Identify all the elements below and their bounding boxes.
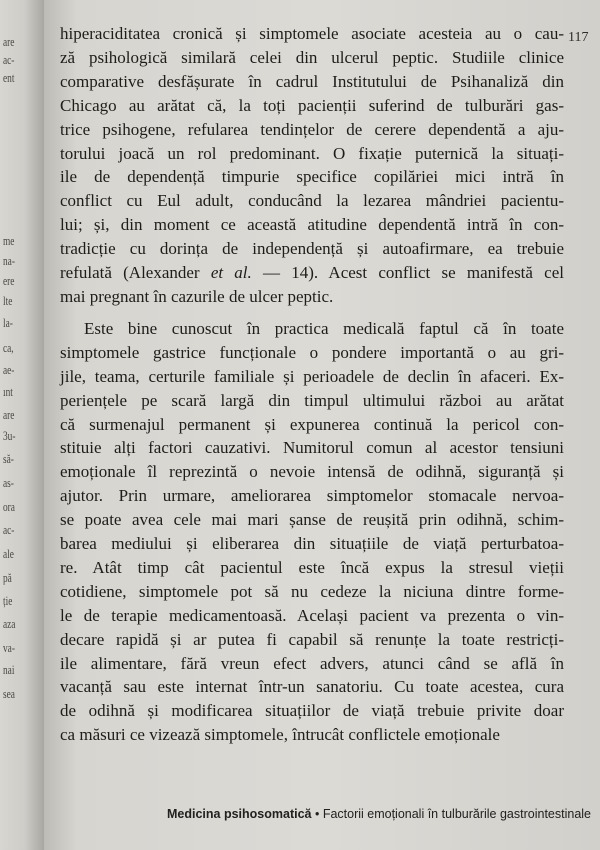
book-page	[44, 0, 600, 850]
facing-page-fragment: ent	[3, 70, 15, 85]
text-line: ajutor. Prin urmare, ameliorarea simptomelor stomacale nervoa-	[60, 486, 564, 506]
facing-page-fragment: ac-	[3, 522, 15, 537]
facing-page-margin	[0, 0, 44, 850]
facing-page-fragment: as-	[3, 475, 14, 490]
facing-page-fragment: lte	[3, 293, 13, 308]
text-line: ile de dependență timpurie specifice copilăriei mici intră în	[60, 167, 564, 187]
facing-page-fragment: 3u-	[3, 428, 16, 443]
facing-page-fragment: ere	[3, 273, 15, 288]
text-line: simptomele gastrice funcționale o pondere importantă o au gri-	[60, 342, 564, 362]
text-line: ile alimentare, fără vreun efect advers, atunci când se află în	[60, 653, 564, 673]
text-line: refulată (Alexander et al. — 14). Acest conflict se manifestă cel	[60, 263, 564, 283]
text-line: că surmenajul permanent și expunerea continuă la pericol con-	[60, 414, 564, 434]
facing-page-fragment: na-	[3, 253, 15, 268]
paragraph-2	[60, 317, 564, 747]
footer-separator: •	[311, 807, 323, 821]
text-line: mai pregnant în cazurile de ulcer peptic.	[60, 286, 334, 306]
footer-chapter-title: Factorii emoționali în tulburările gastrointestinale	[322, 807, 592, 821]
text-line: trice psihogene, refularea tendințelor de cerere dependentă a aju-	[60, 119, 564, 139]
facing-page-fragment: are	[3, 34, 15, 49]
facing-page-fragment: nai	[3, 662, 15, 677]
text-line: decare rapidă și ar putea fi capabil să renunțe la toate restricți-	[60, 629, 564, 649]
facing-page-fragment: are	[3, 407, 15, 422]
facing-page-fragment: aza	[3, 616, 16, 631]
body-text	[60, 22, 564, 747]
facing-page-fragment: să-	[3, 451, 14, 466]
text-line: emoționale îl reprezintă o nevoie intensă de odihnă, siguranță și	[60, 462, 564, 482]
facing-page-fragment: la-	[3, 315, 13, 330]
page-number: 117	[568, 30, 589, 45]
footer-book-title: Medicina psihosomatică	[167, 807, 312, 821]
facing-page-fragment: pă	[3, 570, 12, 585]
text-line: periențele pe scară largă din timpul ultimului război au arătat	[60, 390, 564, 410]
facing-page-fragment: ție	[3, 593, 13, 608]
running-footer	[167, 807, 592, 821]
text-line: hiperaciditatea cronică și simptomele asociate acesteia au o cau-	[60, 24, 564, 43]
facing-page-fragment: me	[3, 233, 15, 248]
text-line: lui; și, din moment ce această atitudine dependentă intră în con-	[60, 215, 564, 235]
text-line: ză psihologică similară celei din ulcerul peptic. Studiile clinice	[60, 47, 564, 67]
text-line: se poate avea cele mai mari șanse de reușită prin odihnă, schim-	[60, 510, 564, 530]
text-line: Este bine cunoscut în practica medicală faptul că în toate	[84, 318, 564, 338]
facing-page-fragment: ora	[3, 499, 15, 514]
text-line: conflict cu Eul adult, conducând la lezarea mândriei pacientu-	[60, 191, 564, 211]
text-line: jile, teama, certurile familiale și perioadele de declin în afaceri. Ex-	[60, 366, 564, 386]
text-line: torului joacă un rol predominant. O fixație puternică la situați-	[60, 143, 564, 163]
text-line: comparative desfășurate în cadrul Institutului de Psihanaliză din	[60, 71, 564, 91]
paragraph-1	[60, 22, 564, 309]
facing-page-fragment: ae-	[3, 362, 15, 377]
text-line: stituie alți factori cauzativi. Numitorul comun al acestor tensiuni	[60, 438, 564, 458]
text-line: ca măsuri ce vizează simptomele, întrucât conflictele emoționale	[60, 725, 500, 745]
text-line: re. Atât timp cât pacientul este încă expus la stresul vieții	[60, 557, 564, 577]
text-line: le de terapie medicamentoasă. Același pacient va prezenta o vin-	[60, 605, 564, 625]
facing-page-fragment: sea	[3, 686, 15, 701]
facing-page-fragment: ca,	[3, 340, 14, 355]
text-line: tradicție cu dorința de independență și autoafirmare, ea trebuie	[60, 239, 564, 259]
text-line: barea mediului și eliberarea din situațiile de viață perturbatoa-	[60, 534, 564, 554]
facing-page-fragment: ale	[3, 546, 14, 561]
text-line: vacanță sau este internat într-un sanatoriu. Cu toate acestea, cura	[60, 677, 564, 697]
text-line: cotidiene, simptomele pot să nu cedeze la niciuna dintre forme-	[60, 581, 564, 601]
text-line: de odihnă și modificarea situațiilor de viață trebuie privite doar	[60, 701, 564, 721]
facing-page-fragment: ac-	[3, 52, 15, 67]
facing-page-fragment: ınt	[3, 384, 13, 399]
facing-page-fragment: va-	[3, 640, 15, 655]
text-line: Chicago au arătat că, la toți pacienții suferind de tulburări gas-	[60, 95, 564, 115]
